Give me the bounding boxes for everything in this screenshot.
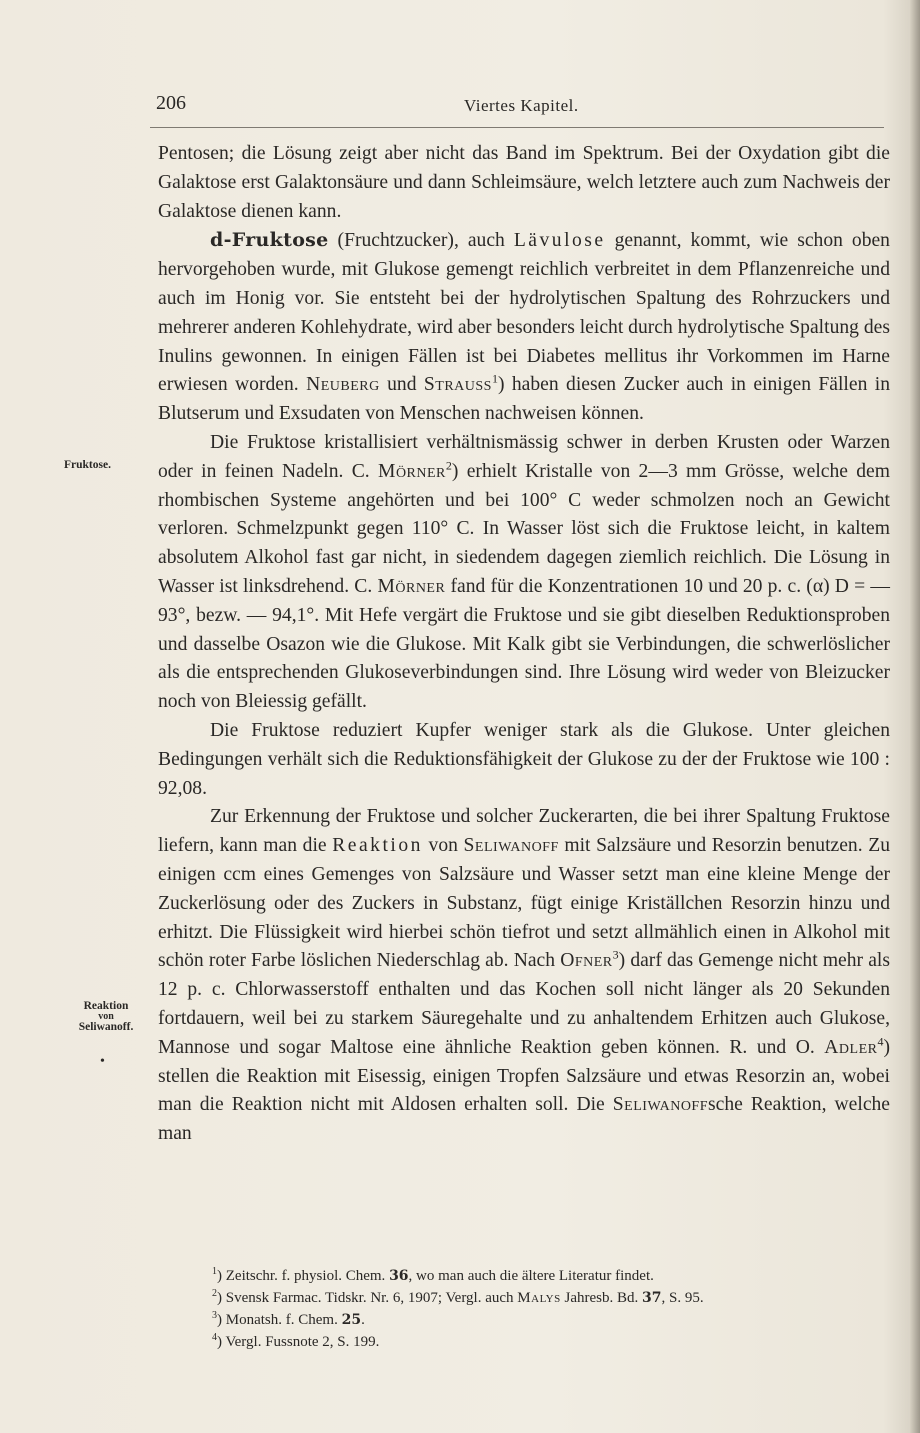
- footnote: [212, 1265, 896, 1287]
- text-run: ) haben diesen Zucker auch in einigen Fällen in Blutserum und Exsudaten von Menschen nachweisen können.: [158, 374, 890, 425]
- header-rule: [150, 127, 884, 128]
- author-name: Ofner: [560, 950, 613, 972]
- footnote-mark: 3: [212, 1310, 217, 1321]
- text-run: ) Monatsh. f. Chem.: [217, 1312, 342, 1328]
- footnote: [212, 1331, 896, 1353]
- footnote-ref: 3: [612, 947, 619, 962]
- margin-note-reaktion-seliwanoff: [62, 1000, 150, 1033]
- text-run: ) erhielt Kristalle von 2—3 mm Grösse, welche dem rhombischen Systeme angehörten und bei 100° C weder schmolzen noch an Gewicht verloren. Schmelzpunkt gegen 110° C. In Wasser löst sich die Fruktose leicht, in kaltem absolutem Alkohol fast gar nicht, in siedendem dagegen ziemlich reichlich. Die Lösung in Wasser ist linksdrehend. C.: [158, 460, 890, 597]
- footnote-mark: 2: [212, 1288, 217, 1299]
- text-run: .: [361, 1312, 365, 1328]
- author-name: Seliwanoff: [463, 835, 559, 857]
- author-name: Mörner: [378, 460, 446, 482]
- volume-number: 36: [389, 1268, 409, 1284]
- page-header: [156, 92, 884, 122]
- text-run: und: [379, 374, 424, 396]
- spaced-term: Lävulose: [513, 230, 606, 252]
- footnote-mark: 1: [212, 1266, 217, 1277]
- footnote: [212, 1309, 896, 1331]
- footnote-ref: 4: [877, 1034, 884, 1049]
- text-run: Zur Erkennung der Fruktose und solcher Zuckerarten, die bei ihrer Spaltung Fruktose liefern, kann man die: [158, 806, 890, 857]
- text-run: ) Svensk Farmac. Tidskr. Nr. 6, 1907; Vergl. auch: [217, 1290, 518, 1306]
- page-number: 206: [156, 92, 186, 114]
- text-run: , S. 95.: [661, 1290, 704, 1306]
- margin-note-line: Seliwanoff.: [78, 1021, 134, 1033]
- text-run: ) darf das Gemenge nicht mehr als 12 p. c. Chlorwasserstoff enthalten und das Kochen soll nicht länger als 20 Sekunden fortdauern, weil bei zu starkem Säuregehalte und zu anhaltendem Erhitzen auch Glukose, Mannose und sogar Maltose eine ähnliche Reaktion geben können. R. und O.: [158, 950, 890, 1058]
- footnote-ref: 1: [491, 371, 498, 386]
- text-run: ) Zeitschr. f. physiol. Chem.: [217, 1268, 390, 1284]
- footnote-mark: 4: [212, 1332, 217, 1343]
- author-name: Adler: [824, 1036, 878, 1058]
- paragraph: [158, 429, 890, 717]
- paragraph: Pentosen; die Lösung zeigt aber nicht das Band im Spektrum. Bei der Oxydation gibt die Galaktose erst Galaktonsäure und dann Schleimsäure, welch letztere auch zum Nachweis der Galaktose dienen kann.: [158, 143, 890, 222]
- text-run: von: [422, 835, 464, 857]
- author-name: Malys: [517, 1290, 561, 1306]
- author-name: Strauss: [423, 374, 492, 396]
- text-run: ) Vergl. Fussnote 2, S. 199.: [217, 1334, 380, 1350]
- text-run: Jahresb. Bd.: [560, 1290, 642, 1306]
- paragraph: [158, 226, 890, 429]
- spaced-term: Reaktion: [332, 835, 423, 857]
- footnote: [212, 1287, 896, 1309]
- running-head: Viertes Kapitel.: [464, 96, 579, 115]
- volume-number: 37: [642, 1290, 662, 1306]
- footnotes: [212, 1265, 896, 1353]
- author-name: Seliwanoff: [612, 1094, 709, 1116]
- margin-note-line: Reaktion: [83, 1000, 129, 1012]
- text-run: , wo man auch die ältere Literatur findet.: [408, 1268, 654, 1284]
- footnote-ref: 2: [445, 458, 452, 473]
- text-run: genannt, kommt, wie schon oben hervorgehoben wurde, mit Glukose gemengt reichlich verbreitet in dem Pflanzenreiche und auch im Honig vor. Sie entsteht bei der hydrolytischen Spaltung des Rohrzuckers und mehrerer anderen Kohlehydrate, wird aber besonders leicht durch hydrolytische Spaltung des Inulins gewonnen. In einigen Fällen ist bei Diabetes mellitus ihr Vorkommen im Harne erwiesen worden.: [158, 230, 890, 396]
- text-run: ) stellen die Reaktion mit Eisessig, einigen Tropfen Salzsäure und etwas Resorzin an, wobei man die Reaktion nicht mit Aldosen erhalten soll. Die: [158, 1036, 890, 1116]
- paragraph: [158, 803, 890, 1149]
- text-run: Die Fruktose kristallisiert verhältnismässig schwer in derben Krusten oder Warzen oder in feinen Nadeln. C.: [158, 431, 890, 482]
- author-name: Mörner: [377, 575, 446, 597]
- author-name: Neuberg: [306, 374, 380, 396]
- text-run: sche Reaktion, welche man: [158, 1094, 891, 1145]
- text-run: (Fruchtzucker), auch: [328, 230, 514, 252]
- margin-dot: •: [100, 1054, 105, 1069]
- text-run: fand für die Konzentrationen 10 und 20 p. c. (α) D = — 93°, bezw. — 94,1°. Mit Hefe vergärt die Fruktose und sie gibt dieselben Reduktionsproben und dasselbe Osazon wie die Glukose. Mit Kalk gibt sie Verbindungen, die schwerlöslicher als die entsprechenden Glukoseverbindungen sind. Ihre Lösung wird weder von Bleizucker noch von Bleiessig gefällt.: [158, 575, 890, 713]
- margin-note-line: von: [98, 1011, 114, 1022]
- text-run: mit Salzsäure und Resorzin benutzen. Zu einigen ccm eines Gemenges von Salzsäure und Wasser setzt man eine kleine Menge der Zuckerlösung oder des Zuckers in Substanz, fügt einige Kriställchen Resorzin hinzu und erhitzt. Die Flüssigkeit wird hierbei schön tiefrot und setzt allmählich einen in Alkohol mit schön roter Farbe löslichen Niederschlag ab. Nach: [158, 835, 890, 972]
- paragraph: Die Fruktose reduziert Kupfer weniger stark als die Glukose. Unter gleichen Bedingungen verhält sich die Reduktionsfähigkeit der Glukose zu der der Fruktose wie 100 : 92,08.: [158, 719, 890, 799]
- volume-number: 25: [341, 1312, 362, 1328]
- margin-note-fruktose: Fruktose.: [64, 459, 111, 471]
- section-heading: d-Fruktose: [210, 229, 329, 252]
- page-edge: [910, 0, 920, 1433]
- body-text: [158, 140, 890, 1149]
